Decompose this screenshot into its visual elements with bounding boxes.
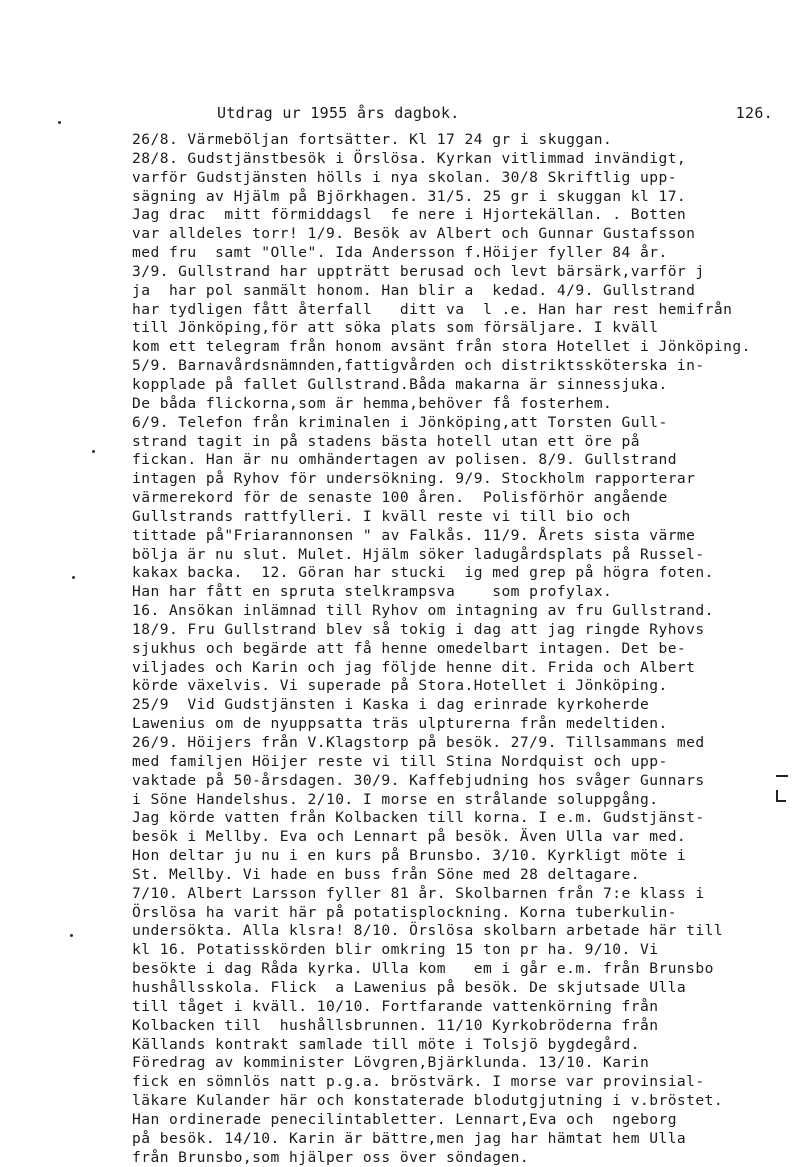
page-title: Utdrag ur 1955 års dagbok. bbox=[217, 104, 460, 122]
text-line: strand tagit in på stadens bästa hotell utan ett öre på bbox=[132, 432, 640, 450]
text-line: Källands kontrakt samlade till möte i Tolsjö bygdegård. bbox=[132, 1035, 640, 1053]
text-line: körde växelvis. Vi superade på Stora.Hotellet i Jönköping. bbox=[132, 677, 668, 695]
text-line: sägning av Hjälm på Björkhagen. 31/5. 25 gr i skuggan kl 17. bbox=[132, 187, 687, 205]
text-line: med familjen Höijer reste vi till Stina Nordquist och upp- bbox=[132, 752, 668, 770]
margin-dot bbox=[58, 121, 61, 124]
text-line: sjukhus och begärde att få henne omedelbart intagen. Det be- bbox=[132, 639, 687, 657]
text-line: bölja är nu slut. Mulet. Hjälm söker ladugårdsplats på Russel- bbox=[132, 545, 705, 563]
text-line: intagen på Ryhov för undersökning. 9/9. Stockholm rapporterar bbox=[132, 470, 696, 488]
text-line: 6/9. Telefon från kriminalen i Jönköping,att Torsten Gull- bbox=[132, 413, 668, 431]
text-line: varför Gudstjänsten hölls i nya skolan. 30/8 Skriftlig upp- bbox=[132, 168, 677, 186]
text-line: 18/9. Fru Gullstrand blev så tokig i dag att jag ringde Ryhovs bbox=[132, 620, 705, 638]
text-line: Han ordinerade penecilintabletter. Lennart,Eva och ngeborg bbox=[132, 1110, 677, 1128]
text-line: Föredrag av komminister Lövgren,Bjärklunda. 13/10. Karin bbox=[132, 1054, 650, 1072]
text-line: Lawenius om de nyuppsatta träs ulpturerna från medeltiden. bbox=[132, 715, 668, 733]
text-line: undersökta. Alla klsra! 8/10. Örslösa skolbarn arbetade här till bbox=[132, 922, 724, 940]
text-line: 26/8. Värmeböljan fortsätter. Kl 17 24 gr i skuggan. bbox=[132, 131, 613, 148]
text-line: besök i Mellby. Eva och Lennart på besök. Även Ulla var med. bbox=[132, 828, 687, 846]
text-line: i Söne Handelshus. 2/10. I morse en strålande soluppgång. bbox=[132, 790, 659, 808]
page-header bbox=[217, 104, 773, 128]
text-line: fickan. Han är nu omhändertagen av polisen. 8/9. Gullstrand bbox=[132, 451, 677, 469]
margin-dot bbox=[92, 450, 95, 453]
text-line: 7/10. Albert Larsson fyller 81 år. Skolbarnen från 7:e klass i bbox=[132, 884, 705, 902]
text-line: till tåget i kväll. 10/10. Fortfarande vattenkörning från bbox=[132, 997, 659, 1015]
text-line: var alldeles torr! 1/9. Besök av Albert och Gunnar Gustafsson bbox=[132, 225, 696, 243]
text-line: vaktade på 50-årsdagen. 30/9. Kaffebjudning hos svåger Gunnars bbox=[132, 771, 705, 789]
text-line: Hon deltar ju nu i en kurs på Brunsbo. 3/10. Kyrkligt möte i bbox=[132, 847, 687, 865]
page-number: 126. bbox=[735, 104, 773, 122]
text-line: Gullstrands rattfylleri. I kväll reste vi till bio och bbox=[132, 507, 631, 525]
text-line: värmerekord för de senaste 100 åren. Polisförhör angående bbox=[132, 489, 668, 507]
text-line: tittade på"Friarannonsen " av Falkås. 11/9. Årets sista värme bbox=[132, 526, 696, 544]
text-line: 16. Ansökan inlämnad till Ryhov om intagning av fru Gullstrand. bbox=[132, 602, 714, 620]
text-line: 25/9 Vid Gudstjänsten i Kaska i dag erinrade kyrkoherde bbox=[132, 696, 650, 714]
text-line: ja har pol sanmält honom. Han blir a kedad. 4/9. Gullstrand bbox=[132, 281, 696, 299]
text-line: kopplade på fallet Gullstrand.Båda makarna är sinnessjuka. bbox=[132, 375, 668, 393]
text-line: fick en sömnlös natt p.g.a. bröstvärk. I morse var provinsial- bbox=[132, 1073, 705, 1091]
text-line: till Jönköping,för att söka plats som försäljare. I kväll bbox=[132, 319, 659, 337]
text-line: 26/9. Höijers från V.Klagstorp på besök. 27/9. Tillsammans med bbox=[132, 734, 705, 751]
text-line: De båda flickorna,som är hemma,behöver få fosterhem. bbox=[132, 394, 613, 412]
text-line: läkare Kulander här och konstaterade blodutgjutning i v.bröstet. bbox=[132, 1092, 724, 1110]
text-line: besökte i dag Råda kyrka. Ulla kom em i går e.m. från Brunsbo bbox=[132, 960, 714, 978]
text-line: St. Mellby. Vi hade en buss från Söne med 28 deltagare. bbox=[132, 865, 640, 883]
text-line: 28/8. Gudstjänstbesök i Örslösa. Kyrkan vitlimmad invändigt, bbox=[132, 149, 687, 167]
text-line: 3/9. Gullstrand har uppträtt berusad och levt bärsärk,varför j bbox=[132, 262, 705, 280]
text-line: från Brunsbo,som hjälper oss över söndagen. bbox=[132, 1148, 530, 1166]
margin-dot bbox=[72, 576, 75, 579]
text-line: Jag körde vatten från Kolbacken till korna. I e.m. Gudstjänst- bbox=[132, 809, 705, 827]
text-line: Jag drac mitt förmiddagsl fe nere i Hjortekällan. . Botten bbox=[132, 206, 687, 224]
text-line: med fru samt "Olle". Ida Andersson f.Höijer fyller 84 år. bbox=[132, 244, 668, 262]
margin-dot bbox=[70, 934, 73, 937]
text-line: på besök. 14/10. Karin är bättre,men jag har hämtat hem Ulla bbox=[132, 1129, 687, 1147]
text-line: Kolbacken till hushållsbrunnen. 11/10 Kyrkobröderna från bbox=[132, 1016, 659, 1034]
text-line: hushållsskola. Flick a Lawenius på besök. De skjutsade Ulla bbox=[132, 978, 687, 996]
text-line: 5/9. Barnavårdsnämnden,fattigvården och distriktssköterska in- bbox=[132, 357, 705, 375]
text-line: kakax backa. 12. Göran har stucki ig med grep på högra foten. bbox=[132, 564, 714, 582]
text-line: Han har fått en spruta stelkrampsva som profylax. bbox=[132, 583, 613, 601]
text-line: Örslösa ha varit här på potatisplockning. Korna tuberkulin- bbox=[132, 903, 677, 921]
text-line: viljades och Karin och jag följde henne dit. Frida och Albert bbox=[132, 658, 696, 676]
diary-text bbox=[132, 131, 782, 1167]
text-line: kom ett telegram från honom avsänt från stora Hotellet i Jönköping. bbox=[132, 338, 751, 356]
text-line: kl 16. Potatisskörden blir omkring 15 ton pr ha. 9/10. Vi bbox=[132, 941, 659, 959]
text-line: har tydligen fått återfall ditt va l .e. Han har rest hemifrån bbox=[132, 300, 733, 318]
